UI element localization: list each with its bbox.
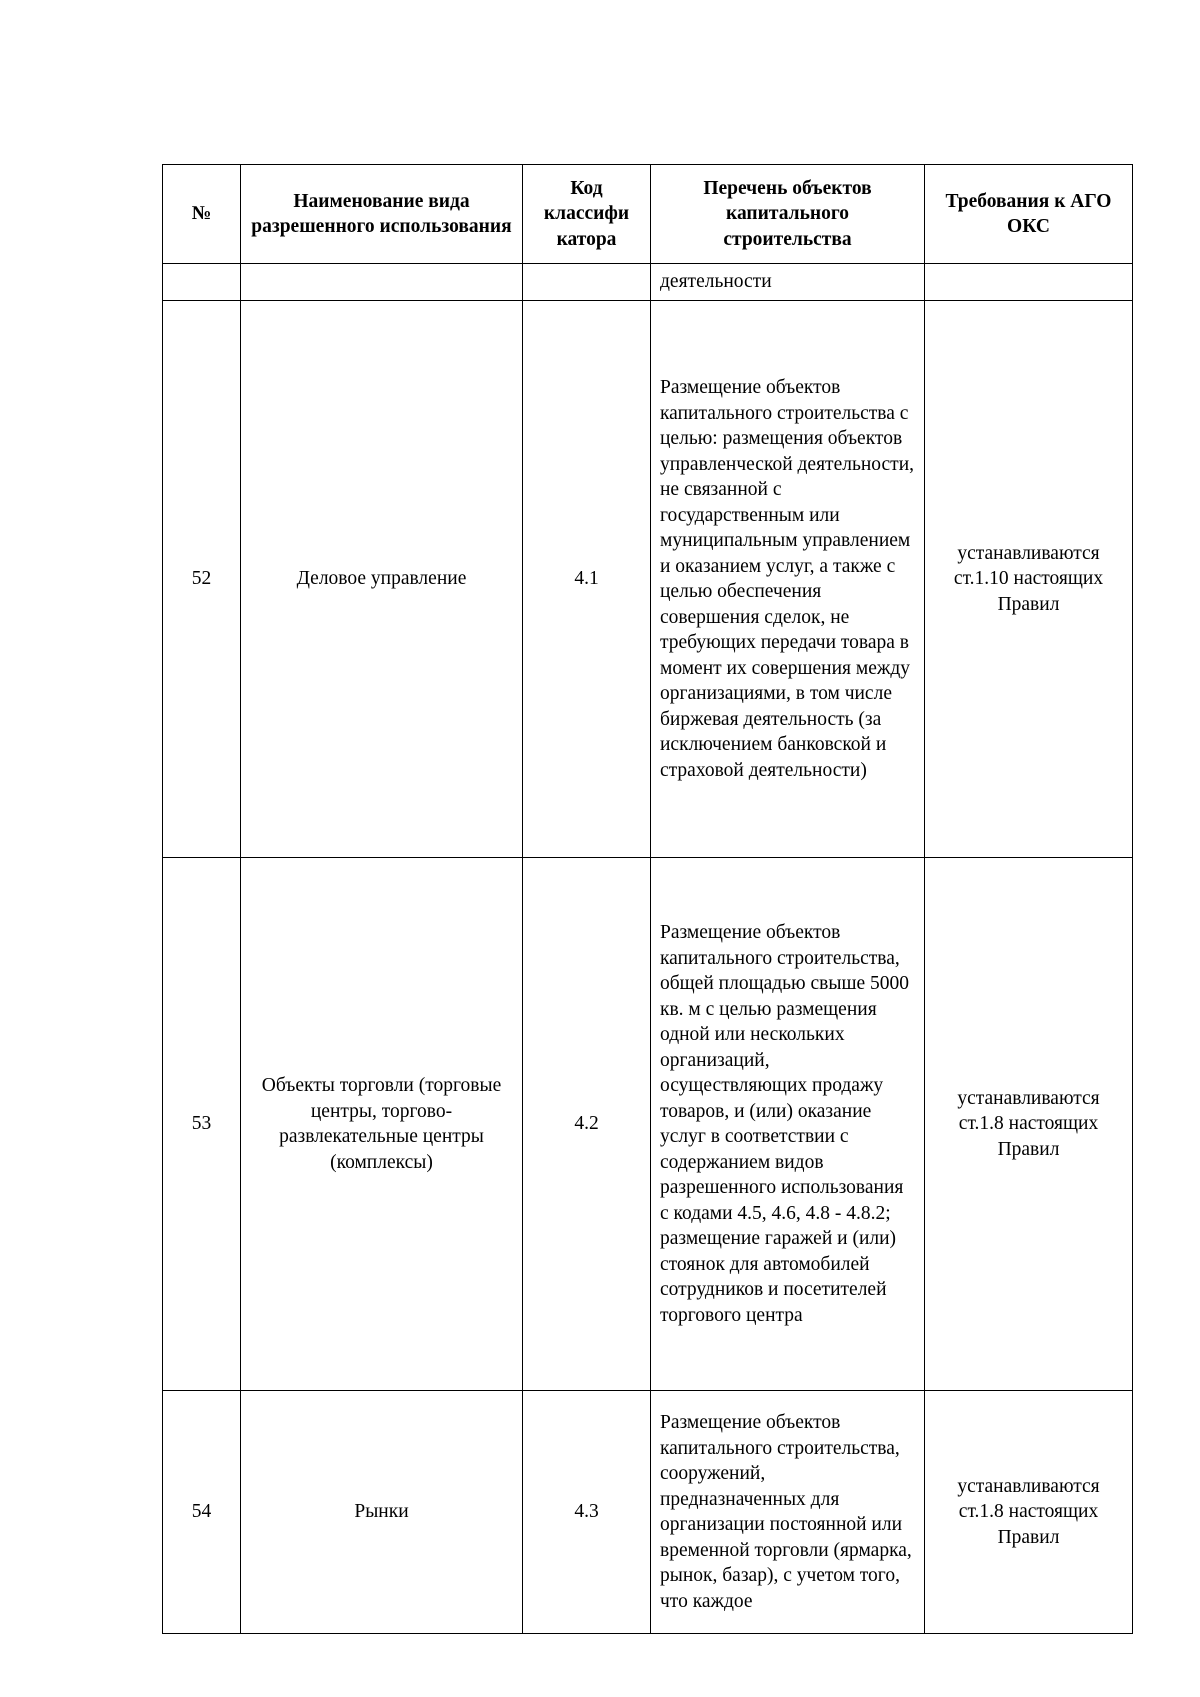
header-num: № — [163, 165, 241, 264]
header-code: Код классифи катора — [523, 165, 651, 264]
table-row — [163, 858, 1133, 1391]
cell-list: Размещение объектов капитального строительства с целью: размещения объектов управленческой деятельности, не связанной с государственным или муниципальным управлением и оказанием услуг, а также с целью обеспечения совершения сделок, не требующих передачи товара в момент их совершения между организациями, в том числе биржевая деятельность (за исключением банковской и страховой деятельности) — [651, 301, 925, 858]
table-row — [163, 301, 1133, 858]
cell-name: Деловое управление — [241, 301, 523, 858]
cell-code: 4.2 — [523, 858, 651, 1391]
cell-code: 4.3 — [523, 1391, 651, 1634]
cell-req — [925, 264, 1133, 301]
cell-name — [241, 264, 523, 301]
cell-code — [523, 264, 651, 301]
zoning-table — [162, 164, 1133, 1634]
cell-req: устанавливаются ст.1.10 настоящих Правил — [925, 301, 1133, 858]
table-header-row — [163, 165, 1133, 264]
cell-num: 53 — [163, 858, 241, 1391]
cell-req: устанавливаются ст.1.8 настоящих Правил — [925, 858, 1133, 1391]
cell-list: Размещение объектов капитального строительства, сооружений, предназначенных для организации постоянной или временной торговли (ярмарка, рынок, базар), с учетом того, что каждое — [651, 1391, 925, 1634]
header-list: Перечень объектов капитального строительства — [651, 165, 925, 264]
cell-list: Размещение объектов капитального строительства, общей площадью свыше 5000 кв. м с целью размещения одной или нескольких организаций, осуществляющих продажу товаров, и (или) оказание услуг в соответствии с содержанием видов разрешенного использования с кодами 4.5, 4.6, 4.8 - 4.8.2; размещение гаражей и (или) стоянок для автомобилей сотрудников и посетителей торгового центра — [651, 858, 925, 1391]
cell-req: устанавливаются ст.1.8 настоящих Правил — [925, 1391, 1133, 1634]
table-row — [163, 1391, 1133, 1634]
cell-name: Объекты торговли (торговые центры, торгово-развлекательные центры (комплексы) — [241, 858, 523, 1391]
cell-num: 54 — [163, 1391, 241, 1634]
cell-num: 52 — [163, 301, 241, 858]
header-name: Наименование вида разрешенного использования — [241, 165, 523, 264]
header-req: Требования к АГО ОКС — [925, 165, 1133, 264]
table-row — [163, 264, 1133, 301]
cell-code: 4.1 — [523, 301, 651, 858]
cell-name: Рынки — [241, 1391, 523, 1634]
cell-list: деятельности — [651, 264, 925, 301]
cell-num — [163, 264, 241, 301]
